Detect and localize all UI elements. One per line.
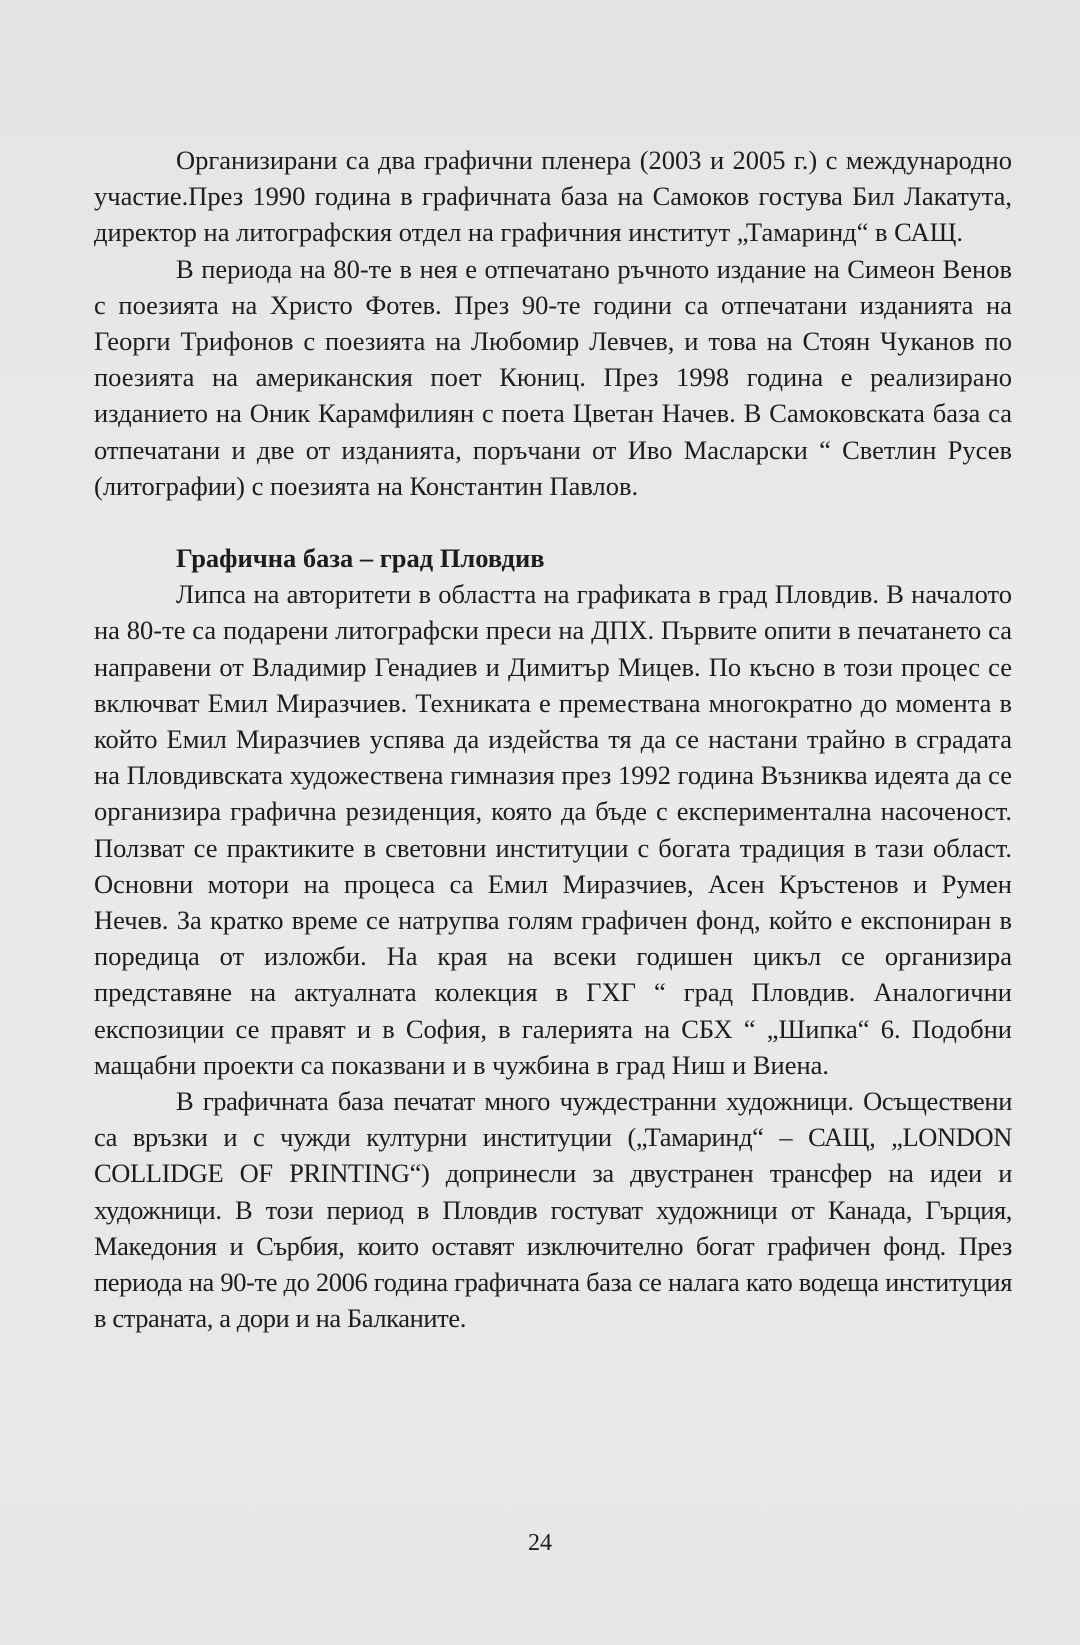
paragraph-plovdiv-foreign-artists: В графичната база печатат много чуждестранни художници. Осъществени са връзки и с чужди културни институции („Тамаринд“ – САЩ, „LONDON COLLIDGE OF PRINTING“) допринесли за двустранен трансфер на идеи и художници. В този период в Пловдив гостуват художници от Канада, Гърция, Македония и Сърбия, които оставят изключително богат графичен фонд. През периода на 90-те до 2006 година графичната база се налага като водеща институция в страната, а дори и на Балканите. bbox=[94, 1086, 1012, 1334]
page-number: 24 bbox=[528, 1530, 552, 1556]
paragraph-samokov-editions: В периода на 80-те в нея е отпечатано ръчното издание на Симеон Венов с поезията на Христо Фотев. През 90-те години са отпечатани изданията на Георги Трифонов с поезията на Любомир Левчев, и това на Стоян Чуканов по поезията на американския поет Кюниц. През 1998 година е реализирано изданието на Оник Карамфилиян с поета Цветан Начев. В Самоковската база са отпечатани и две от изданията, поръчани от Иво Масларски “ Светлин Русев (литографии) с поезията на Константин Павлов. bbox=[94, 253, 1012, 501]
section-heading-plovdiv: Графична база – град Пловдив bbox=[176, 543, 545, 574]
page-text bbox=[94, 142, 1012, 1337]
paragraph-samokov-plein-air: Организирани са два графични пленера (2003 и 2005 г.) с международно участие.През 1990 година в графичната база на Самоков гостува Бил Лакатута, директор на литографския отдел на графичния институт „Тамаринд“ в САЩ. bbox=[94, 145, 1012, 248]
paragraph-plovdiv-history: Липса на авторитети в областта на графиката в град Пловдив. В началото на 80-те са подарени литографски преси на ДПХ. Първите опити в печатането са направени от Владимир Генадиев и Димитър Мицев. По късно в този процес се включват Емил Миразчиев. Техниката е премествана многократно до момента в който Емил Миразчиев успява да издейства тя да се настани трайно в сградата на Пловдивската художествена гимназия през 1992 година Възниква идеята да се организира графична резиденция, която да бъде с експериментална насоченост. Ползват се практиките в световни институции с богата традиция в тази област. Основни мотори на процеса са Емил Миразчиев, Асен Кръстенов и Румен Нечев. За кратко време се натрупва голям графичен фонд, който е експониран в поредица от изложби. На края на всеки годишен цикъл се организира представяне на актуалната колекция в ГХГ “ град Пловдив. Аналогични експозиции се правят и в София, в галерията на СБХ “ „Шипка“ 6. Подобни мащабни проекти са показвани и в чужбина в град Ниш и Виена. bbox=[94, 579, 1012, 1080]
